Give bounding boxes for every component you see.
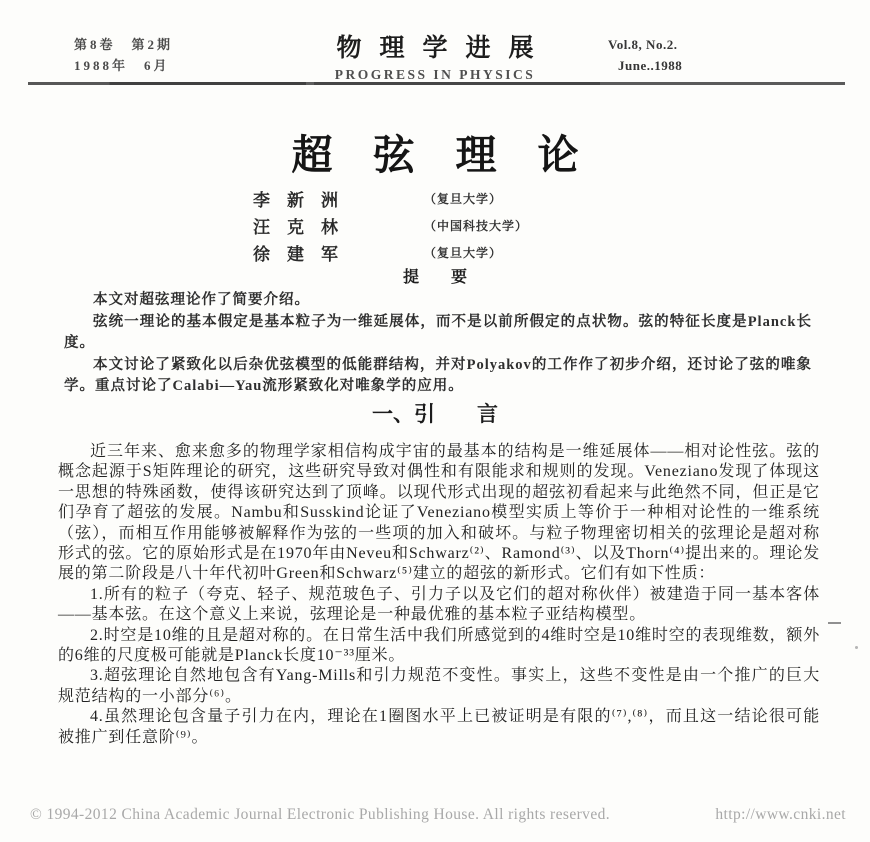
author-name: 徐 建 军	[253, 245, 338, 264]
journal-title-cn: 物理学进展	[336, 35, 552, 62]
journal-masthead	[318, 28, 551, 83]
abstract-paragraph: 本文对超弦理论作了简要介绍。	[93, 292, 310, 308]
abstract-heading: 提 要	[402, 269, 467, 286]
author-row	[0, 213, 870, 240]
body-paragraph: 4.虽然理论包含量子引力在内，理论在1圈图水平上已被证明是有限的⁽⁷⁾,⁽⁸⁾，而且这一结论很可能被推广到任意阶⁽⁹⁾。	[58, 708, 820, 746]
scan-artifact-dot	[855, 646, 858, 649]
footer-copyright: © 1994-2012 China Academic Journal Electronic Publishing House. All rights reserved.	[30, 806, 611, 823]
author-affiliation: （中国科技大学）	[424, 219, 529, 233]
author-affiliation: （复旦大学）	[424, 192, 503, 206]
volume-info-en	[608, 34, 682, 76]
body-paragraph: 近三年来、愈来愈多的物理学家相信构成宇宙的最基本的结构是一维延展体——相对论性弦。弦的概念起源于S矩阵理论的研究，这些研究导致对偶性和有限能求和规则的发现。Veneziano发现了体现这一思想的特殊函数，使得该研究达到了顶峰。以现代形式出现的超弦初看起来与此绝然不同，但正是它们孕育了超弦的发展。Nambu和Susskind论证了Veneziano模型实质上等价于一种相对论性的一维系统（弦），而相互作用能够被解释作为弦的一些项的加入和破坏。与粒子物理密切相关的弦理论是超对称形式的弦。它的原始形式是在1970年由Neveu和Schwarz⁽²⁾、Ramond⁽³⁾、以及Thorn⁽⁴⁾提出来的。理论发展的第二阶段是八十年代初叶Green和Schwarz⁽⁵⁾建立的超弦的新形式。它们有如下性质：	[58, 443, 820, 583]
body-paragraph: 1.所有的粒子（夸克、轻子、规范玻色子、引力子以及它们的超对称伙伴）被建造于同一基本客体——基本弦。在这个意义上来说，弦理论是一种最优雅的基本粒子亚结构模型。	[58, 585, 820, 624]
author-row	[0, 186, 870, 213]
footer-url: http://www.cnki.net	[715, 806, 846, 823]
abstract-paragraph: 弦统一理论的基本假定是基本粒子为一维延展体，而不是以前所假定的点状物。弦的特征长度是Planck长度。	[64, 313, 812, 351]
date-cn: 1988年 6月	[74, 58, 170, 73]
volume-issue-cn: 第8卷 第2期	[74, 37, 174, 52]
author-row	[0, 240, 870, 267]
article-title: 超 弦 理 论	[291, 132, 579, 178]
abstract-block	[64, 290, 812, 398]
page-footer	[30, 806, 846, 824]
scan-artifact-dash	[828, 622, 841, 624]
volume-info-cn	[74, 34, 173, 76]
header-rule	[28, 82, 845, 85]
author-list	[0, 186, 870, 267]
journal-header	[0, 28, 870, 80]
author-name: 李 新 洲	[253, 191, 338, 210]
date-en: June..1988	[618, 58, 683, 73]
author-affiliation: （复旦大学）	[424, 246, 503, 260]
journal-title-en: PROGRESS IN PHYSICS	[334, 67, 536, 82]
article-body	[58, 442, 820, 748]
volume-issue-en: Vol.8, No.2.	[608, 37, 678, 52]
section-heading: 一、引 言	[372, 402, 498, 426]
body-paragraph: 3.超弦理论自然地包含有Yang-Mills和引力规范不变性。事实上，这些不变性是由一个推广的巨大规范结构的一小部分⁽⁶⁾。	[58, 667, 820, 705]
author-name: 汪 克 林	[253, 218, 338, 237]
abstract-paragraph: 本文讨论了紧致化以后杂优弦模型的低能群结构，并对Polyakov的工作作了初步介绍，还讨论了弦的唯象学。重点讨论了Calabi—Yau流形紧致化对唯象学的应用。	[64, 356, 812, 394]
body-paragraph: 2.时空是10维的且是超对称的。在日常生活中我们所感觉到的4维时空是10维时空的表现维数，额外的6维的尺度极可能就是Planck长度10⁻³³厘米。	[58, 626, 820, 665]
